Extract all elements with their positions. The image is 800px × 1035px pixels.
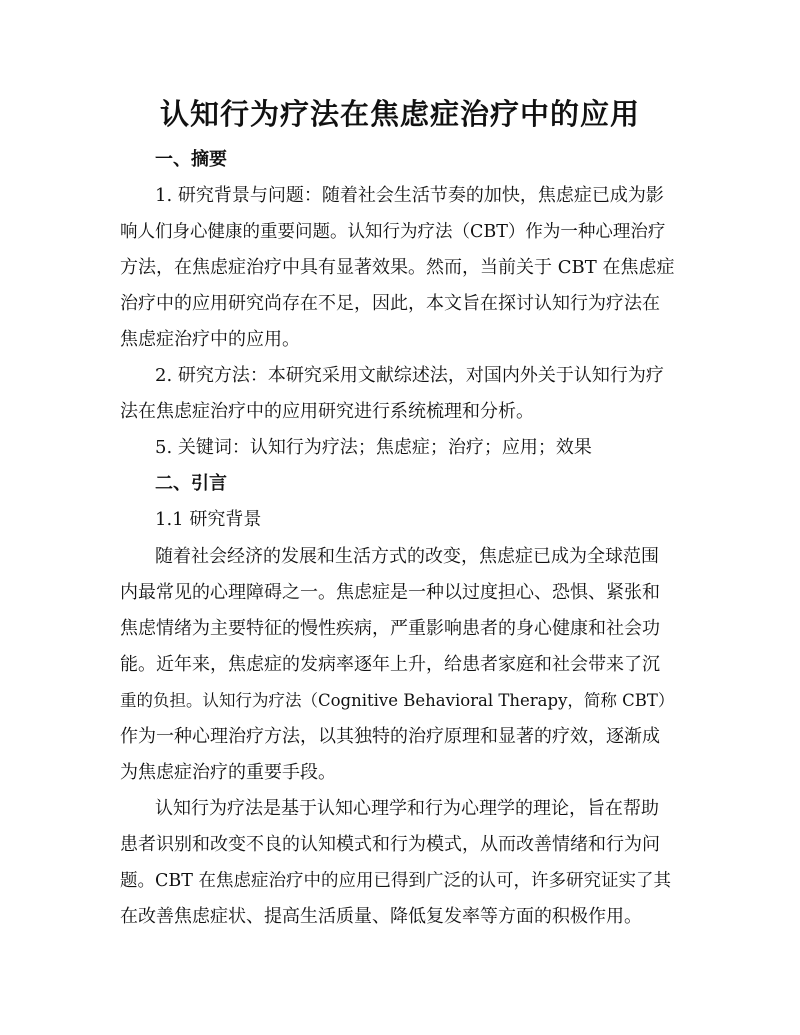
paragraph-line: 响人们身心健康的重要问题。认知行为疗法（CBT）作为一种心理治疗 [120, 222, 666, 242]
document-title: 认知行为疗法在焦虑症治疗中的应用 [159, 97, 640, 131]
paragraph-line: 作为一种心理治疗方法，以其独特的治疗原理和显著的疗效，逐渐成 [120, 726, 660, 747]
paragraph-line: 患者识别和改变不良的认知模式和行为模式，从而改善情绪和行为问 [120, 834, 660, 855]
paragraph-line: 方法，在焦虑症治疗中具有显著效果。然而，当前关于 CBT 在焦虑症 [120, 257, 675, 278]
paragraph-line: 法在焦虑症治疗中的应用研究进行系统梳理和分析。 [120, 401, 534, 422]
paragraph-line: 重的负担。认知行为疗法（Cognitive Behavioral Therapy，简称 CBT） [120, 691, 675, 710]
keywords-line: 5. 关键词：认知行为疗法；焦虑症；治疗；应用；效果 [155, 437, 592, 458]
subsection-heading-background: 1.1 研究背景 [155, 509, 262, 530]
paragraph-line: 内最常见的心理障碍之一。焦虑症是一种以过度担心、恐惧、紧张和 [120, 582, 660, 603]
paragraph-line: 焦虑症治疗中的应用。 [120, 329, 300, 350]
paragraph-line: 治疗中的应用研究尚存在不足，因此，本文旨在探讨认知行为疗法在 [120, 293, 660, 314]
paragraph-line: 能。近年来，焦虑症的发病率逐年上升，给患者家庭和社会带来了沉 [120, 654, 660, 675]
paragraph-line: 在改善焦虑症状、提高生活质量、降低复发率等方面的积极作用。 [120, 906, 642, 927]
paragraph-line: 题。CBT 在焦虑症治疗中的应用已得到广泛的认可，许多研究证实了其 [120, 871, 671, 891]
section-heading-abstract: 一、摘要 [155, 149, 227, 170]
paragraph-line: 焦虑情绪为主要特征的慢性疾病，严重影响患者的身心健康和社会功 [120, 618, 660, 639]
paragraph-line: 为焦虑症治疗的重要手段。 [120, 762, 336, 783]
paragraph-line: 2. 研究方法：本研究采用文献综述法，对国内外关于认知行为疗 [155, 365, 664, 386]
paragraph-line: 认知行为疗法是基于认知心理学和行为心理学的理论，旨在帮助 [155, 798, 659, 819]
paragraph-line: 随着社会经济的发展和生活方式的改变，焦虑症已成为全球范围 [155, 546, 659, 567]
section-heading-introduction: 二、引言 [155, 473, 227, 494]
paragraph-line: 1. 研究背景与问题：随着社会生活节奏的加快，焦虑症已成为影 [155, 185, 664, 206]
